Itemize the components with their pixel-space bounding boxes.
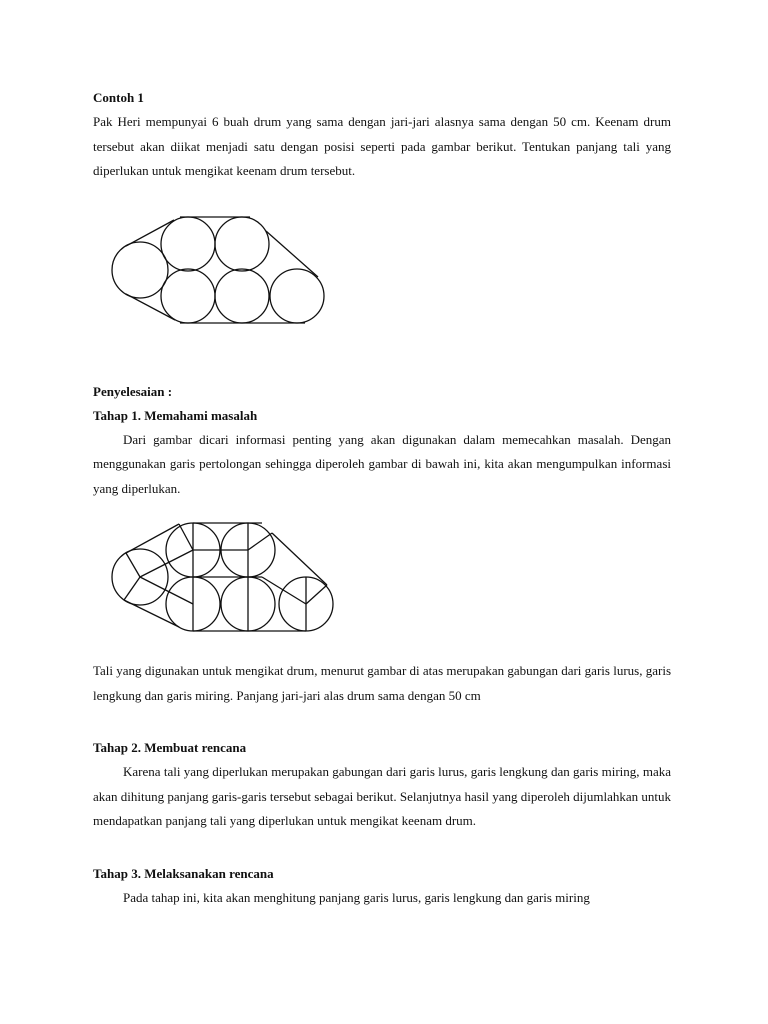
drum-circle: [215, 217, 269, 271]
solution-heading: Penyelesaian :: [93, 383, 173, 399]
rope-line: [126, 294, 175, 320]
drum-circle: [215, 269, 269, 323]
drum-circle: [161, 269, 215, 323]
document-page: [93, 0, 671, 910]
drums-figure: [110, 214, 350, 334]
drum-circle: [161, 217, 215, 271]
helper-line: [306, 585, 327, 604]
helper-line: [124, 577, 140, 600]
step1-heading: Tahap 1. Memahami masalah: [93, 407, 258, 423]
step1-conclusion: Tali yang digunakan untuk mengikat drum, menurut gambar di atas merupakan gabungan dari garis lurus, garis lengkung dan garis miring. Panjang jari-jari alas drum sama dengan 50 cm: [93, 663, 671, 703]
step3-paragraph: Pada tahap ini, kita akan menghitung panjang garis lurus, garis lengkung dan garis miring: [123, 889, 590, 905]
step2-heading: Tahap 2. Membuat rencana: [93, 740, 247, 755]
example-heading: Contoh 1: [93, 90, 144, 105]
rope-line: [126, 220, 174, 246]
step2-paragraph: Karena tali yang diperlukan merupakan gabungan dari garis lurus, garis lengkung dan garis miring, maka akan dihitung panjang garis-garis tersebut sebagai berikut. Selanjutnya hasil yang diperoleh dijumlahkan untuk mendapatkan panjang tali yang diperlukan untuk mengikat keenam drum.: [93, 764, 671, 828]
helper-line: [179, 524, 193, 550]
rope-line: [126, 524, 179, 553]
drums-helper-figure: [110, 519, 350, 639]
step3-heading: Tahap 3. Melaksanakan rencana: [93, 865, 274, 881]
helper-line: [248, 533, 272, 550]
drum-circle: [270, 269, 324, 323]
step1-paragraph: Dari gambar dicari informasi penting yang akan digunakan dalam memecahkan masalah. Dengan menggunakan garis pertolongan sehingga diperoleh gambar di bawah ini, kita akan mengumpulkan informasi yang diperlukan.: [93, 431, 671, 496]
rope-line: [124, 600, 179, 627]
helper-line: [126, 553, 140, 577]
helper-line: [262, 577, 306, 604]
drum-circle: [112, 242, 168, 298]
problem-paragraph: Pak Heri mempunyai 6 buah drum yang sama dengan jari-jari alasnya sama dengan 50 cm. Keenam drum tersebut akan diikat menjadi satu dengan posisi seperti pada gambar berikut. Tentukan panjang tali yang diperlukan untuk mengikat keenam drum tersebut.: [93, 114, 671, 178]
